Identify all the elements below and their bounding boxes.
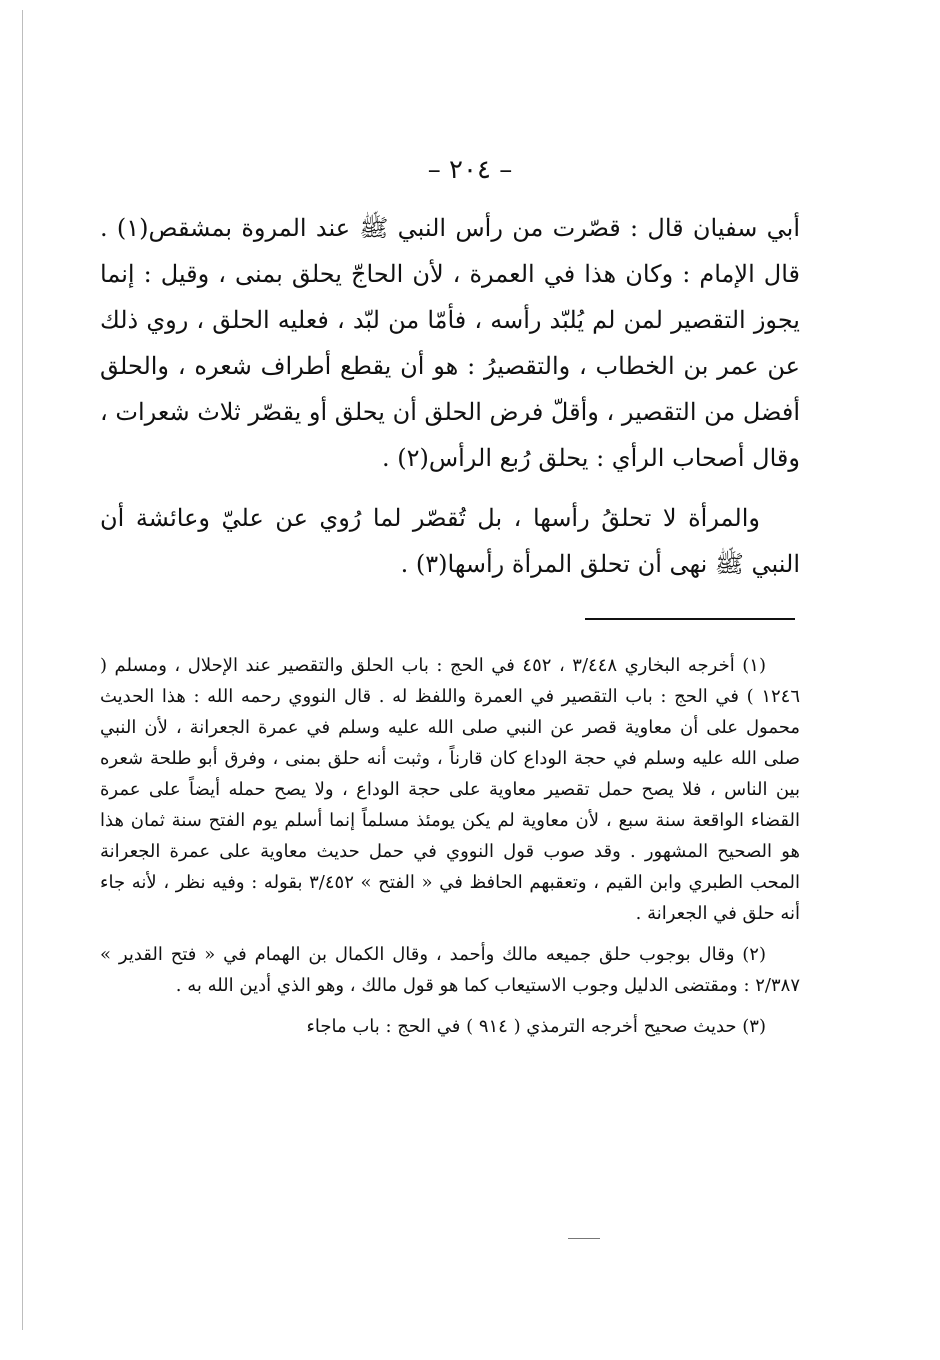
footnote-2: (٢) وقال بوجوب حلق جميعه مالك وأحمد ، وقال الكمال بن الهمام في « فتح القدير » ٢/٣٨٧ : ومقتضى الدليل وجوب الاستيعاب كما هو قول مالك ، وهو الذي أدين الله به . bbox=[100, 944, 800, 996]
scan-edge-line bbox=[22, 10, 23, 1330]
footnote-divider bbox=[585, 618, 795, 620]
page-number: – ٢٠٤ – bbox=[427, 155, 513, 185]
page-end-mark bbox=[568, 1238, 600, 1239]
main-paragraph-1: أبي سفيان قال : قصّرت من رأس النبي ﷺ عند المروة بمشقص(١) . قال الإمام : وكان هذا في العمرة ، لأن الحاجّ يحلق بمنى ، وقيل : إنما يجوز التقصير لمن لم يُلبّد رأسه ، فأمّا من لبّد ، فعليه الحلق ، روي ذلك عن عمر بن الخطاب ، والتقصيرُ : هو أن يقطع أطراف شعره ، والحلق أفضل من التقصير ، وأقلّ فرض الحلق أن يحلق أو يقصّر ثلاث شعرات ، وقال أصحاب الرأي : يحلق رُبع الرأس(٢) . bbox=[100, 214, 800, 472]
main-text bbox=[100, 205, 800, 587]
footnote-3: (٣) حديث صحيح أخرجه الترمذي ( ٩١٤ ) في الحج : باب ماجاء bbox=[306, 1016, 766, 1037]
footnotes bbox=[100, 650, 800, 1042]
main-paragraph-2: والمرأة لا تحلقُ رأسها ، بل تُقصّر لما رُوي عن عليّ وعائشة أن النبي ﷺ نهى أن تحلق المرأة رأسها(٣) . bbox=[100, 504, 800, 578]
footnote-1: (١) أخرجه البخاري ٣/٤٤٨ ، ٤٥٢ في الحج : باب الحلق والتقصير عند الإحلال ، ومسلم ( ١٢٤٦ ) في الحج : باب التقصير في العمرة واللفظ له . قال النووي رحمه الله : هذا الحديث محمول على أن معاوية قصر عن النبي صلى الله عليه وسلم في عمرة الجعرانة ، لأن النبي صلى الله عليه وسلم في حجة الوداع كان قارناً ، وثبت أنه حلق بمنى ، وفرق أبو طلحة شعره بين الناس ، فلا يصح حمل تقصير معاوية على حجة الوداع ، ولا يصح حمله أيضاً على عمرة القضاء الواقعة سنة سبع ، لأن معاوية لم يكن يومئذ مسلماً إنما أسلم يوم الفتح سنة ثمان هذا هو الصحيح المشهور . وقد صوب قول النووي في حمل حديث معاوية على عمرة الجعرانة المحب الطبري وابن القيم ، وتعقبهم الحافظ في « الفتح » ٣/٤٥٢ بقوله : وفيه نظر ، لأنه جاء أنه حلق في الجعرانة . bbox=[100, 655, 801, 924]
